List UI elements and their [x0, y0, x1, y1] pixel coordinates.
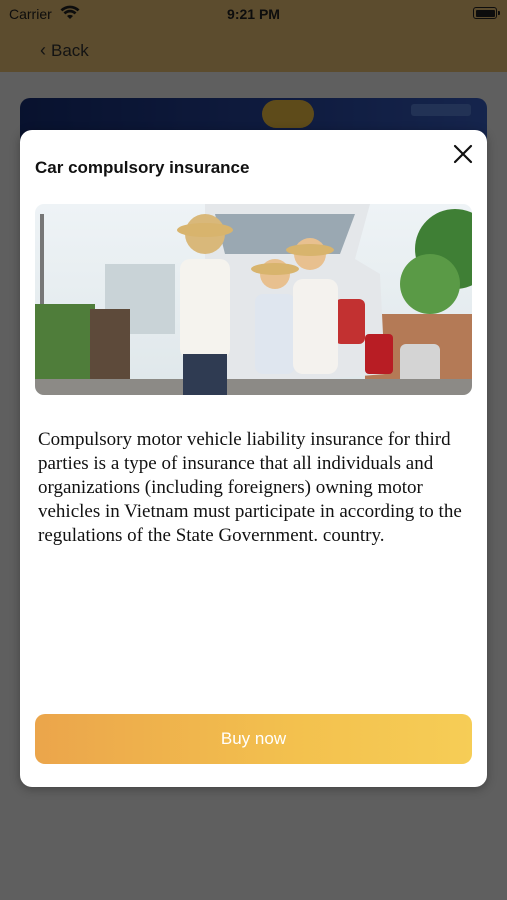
modal-title: Car compulsory insurance — [35, 158, 250, 177]
buy-now-button[interactable]: Buy now — [35, 714, 472, 764]
insurance-description: Compulsory motor vehicle liability insurance for third parties is a type of insurance that all individuals and organizations (including foreigners) owning motor vehicles in Vietnam must participate in according to the regulations of the State Government. country. — [38, 429, 462, 546]
insurance-modal — [20, 130, 487, 787]
close-icon[interactable] — [451, 142, 475, 166]
family-car-photo — [35, 204, 472, 395]
